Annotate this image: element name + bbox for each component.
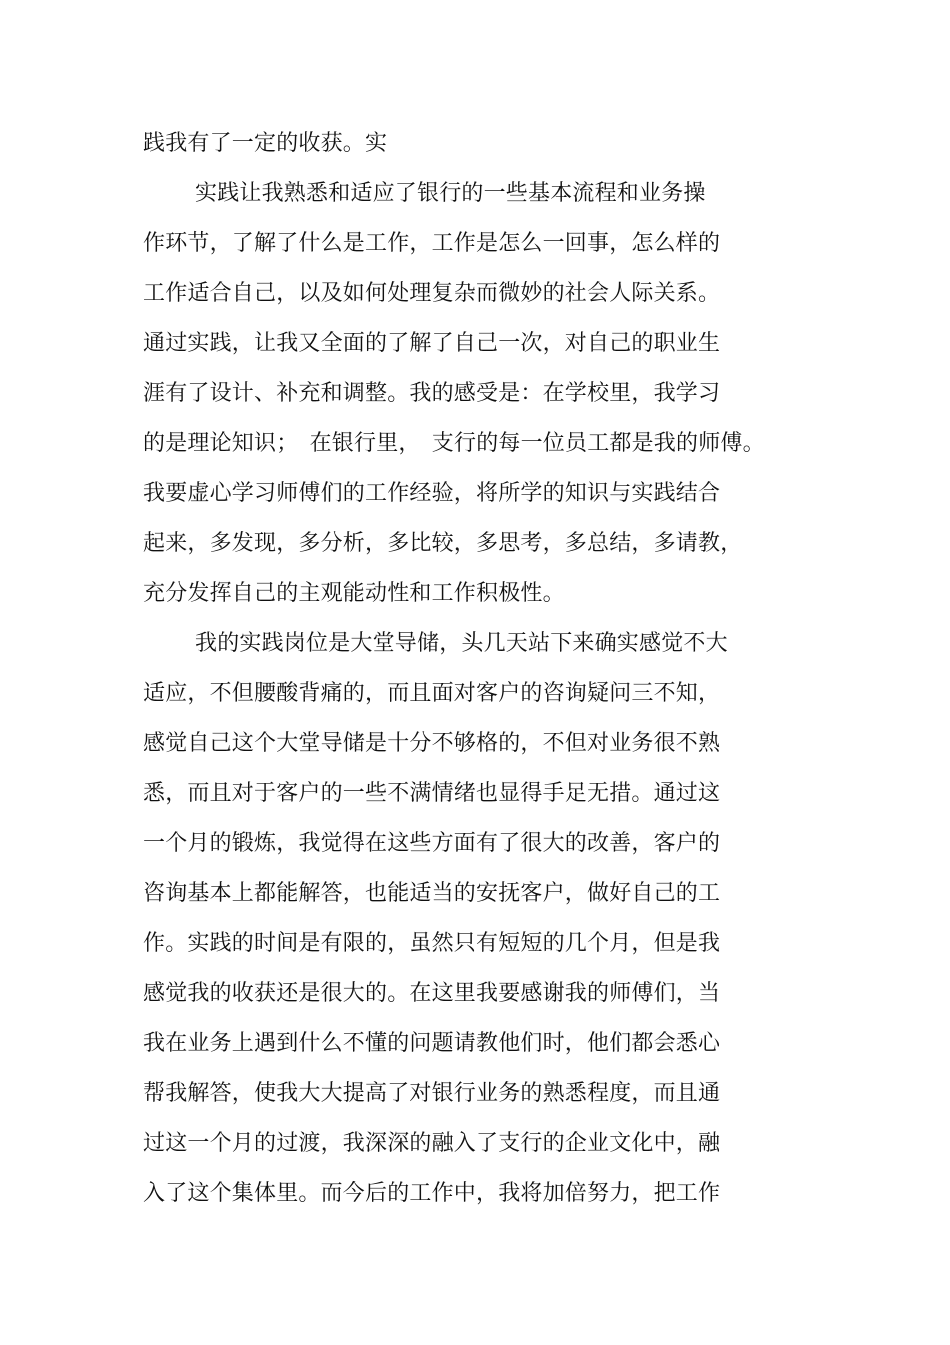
text-line: 起来，多发现，多分析，多比较，多思考，多总结，多请教，: [143, 531, 743, 556]
text-line: 我在业务上遇到什么不懂的问题请教他们时，他们都会悉心: [143, 1031, 721, 1056]
text-line: 作环节，了解了什么是工作，工作是怎么一回事，怎么样的: [143, 231, 721, 256]
text-line: 我的实践岗位是大堂导储，头几天站下来确实感觉不大: [195, 631, 728, 656]
text-line: 一个月的锻炼，我觉得在这些方面有了很大的改善，客户的: [143, 831, 721, 856]
text-line: 作。实践的时间是有限的，虽然只有短短的几个月，但是我: [143, 931, 721, 956]
text-line: 工作适合自己，以及如何处理复杂而微妙的社会人际关系。: [143, 281, 721, 306]
text-line: 感觉我的收获还是很大的。在这里我要感谢我的师傅们，当: [143, 981, 721, 1006]
text-line: 咨询基本上都能解答，也能适当的安抚客户，做好自己的工: [143, 881, 721, 906]
text-line: 充分发挥自己的主观能动性和工作积极性。: [143, 581, 565, 606]
text-line: 适应，不但腰酸背痛的，而且面对客户的咨询疑问三不知，: [143, 681, 721, 706]
text-line: 入了这个集体里。而今后的工作中，我将加倍努力，把工作: [143, 1181, 721, 1206]
text-line: 实践让我熟悉和适应了银行的一些基本流程和业务操: [195, 181, 706, 206]
text-line: 践我有了一定的收获。实: [143, 131, 388, 156]
text-line: 感觉自己这个大堂导储是十分不够格的，不但对业务很不熟: [143, 731, 721, 756]
text-line: 涯有了设计、补充和调整。我的感受是：在学校里，我学习: [143, 381, 721, 406]
body-text: [143, 119, 783, 1219]
text-line: 帮我解答，使我大大提高了对银行业务的熟悉程度，而且通: [143, 1081, 721, 1106]
text-line: 过这一个月的过渡，我深深的融入了支行的企业文化中，融: [143, 1131, 721, 1156]
text-line: 通过实践，让我又全面的了解了自己一次，对自己的职业生: [143, 331, 721, 356]
text-line: 我要虚心学习师傅们的工作经验，将所学的知识与实践结合: [143, 481, 721, 506]
text-line: 悉，而且对于客户的一些不满情绪也显得手足无措。通过这: [143, 781, 721, 806]
text-line: 的是理论知识； 在银行里， 支行的每一位员工都是我的师傅。: [143, 431, 765, 456]
